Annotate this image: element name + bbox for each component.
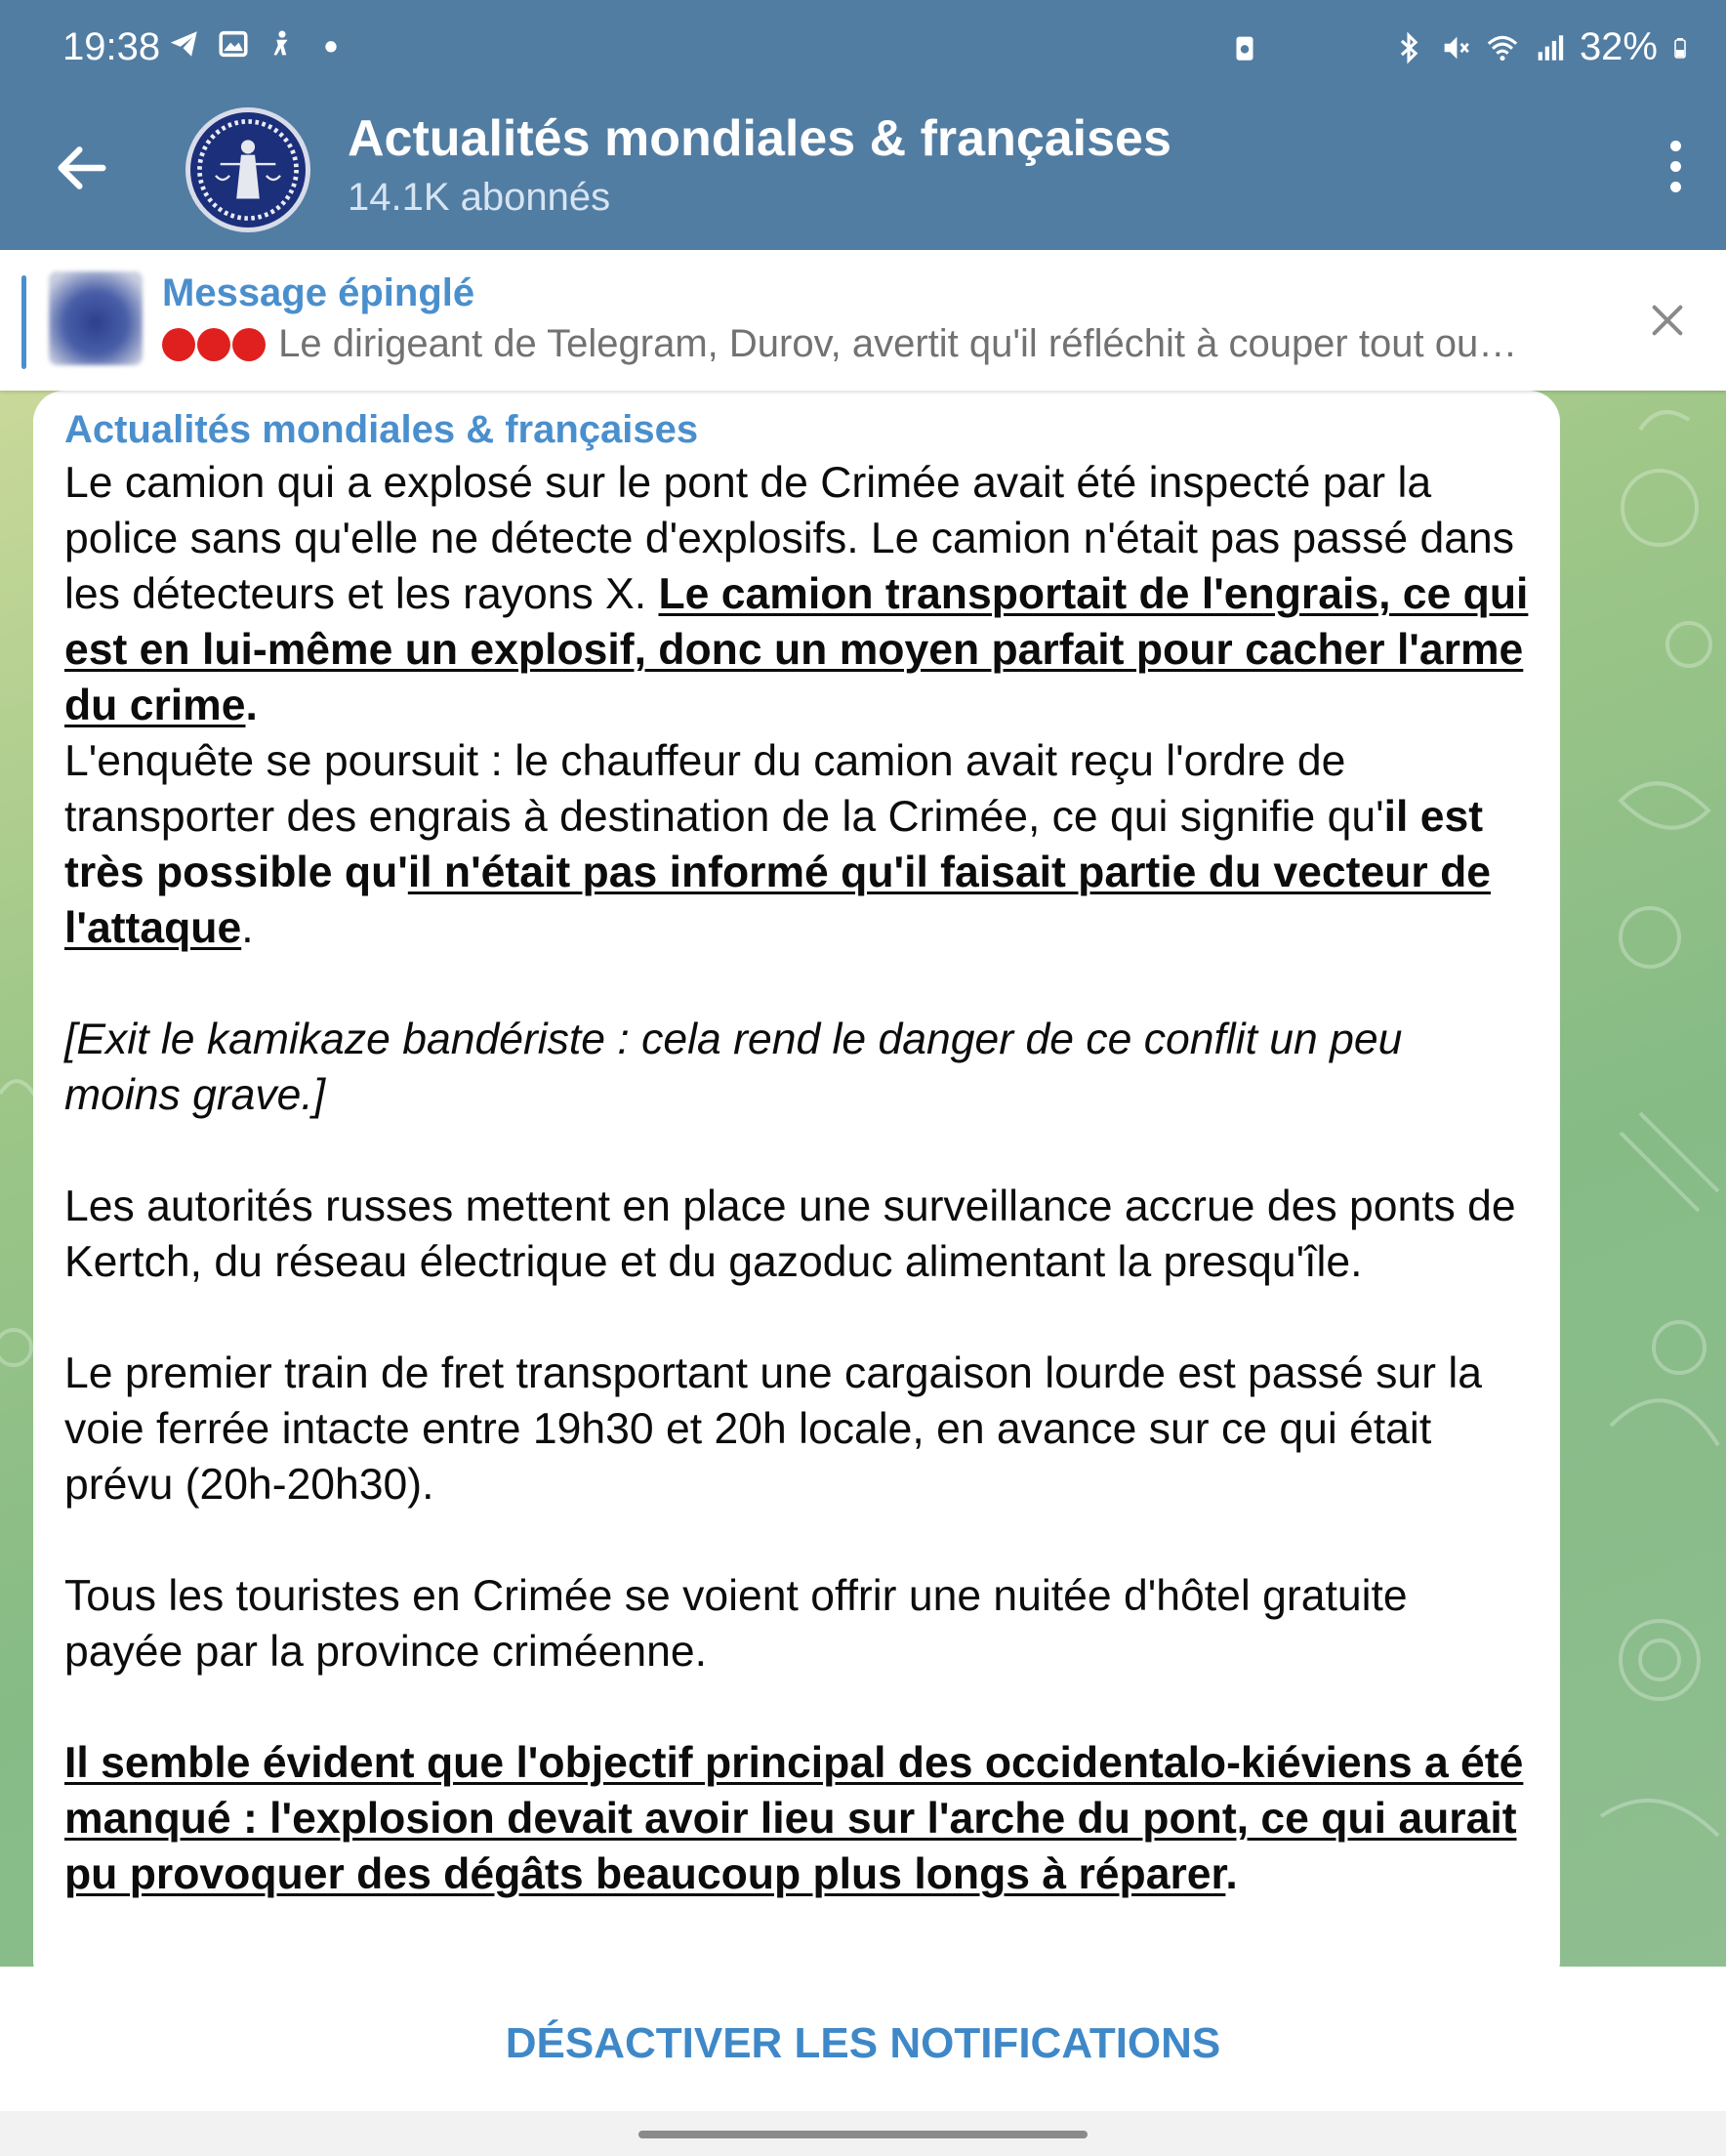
text-span: . <box>241 904 254 952</box>
emphasis-bold: il est très possible qu' <box>64 793 1484 896</box>
mute-icon <box>1439 31 1472 64</box>
status-bar <box>0 0 1726 98</box>
mute-notifications-button[interactable]: DÉSACTIVER LES NOTIFICATIONS <box>505 2019 1221 2067</box>
message-author[interactable]: Actualités mondiales & françaises <box>64 408 699 451</box>
message-paragraph: Les autorités russes mettent en place une surveillance accrue des ponts de Kertch, du réseau électrique et du gazoduc alimentant la presqu'île. <box>64 1182 1516 1286</box>
message-paragraph <box>64 733 1529 956</box>
pinned-text: Le dirigeant de Telegram, Durov, avertit qu'il réfléchit à couper tout ou… <box>278 322 1518 365</box>
wifi-icon <box>1486 31 1519 64</box>
red-circle-icon <box>197 328 230 361</box>
text-span: L'enquête se poursuit : le chauffeur du camion avait reçu l'ordre de transporter des engrais à destination de la Crimée, ce qui signifie qu' <box>64 737 1384 841</box>
message-paragraph <box>64 455 1529 733</box>
bottom-bar <box>0 1967 1726 2111</box>
message-paragraph: Le premier train de fret transportant une cargaison lourde est passé sur la voie ferrée intacte entre 19h30 et 20h locale, en avance sur ce qui était prévu (20h-20h30). <box>64 1349 1482 1509</box>
channel-title[interactable]: Actualités mondiales & françaises <box>348 110 1171 167</box>
back-arrow-icon[interactable] <box>51 137 113 199</box>
close-icon[interactable] <box>1648 301 1687 340</box>
pinned-preview <box>162 322 1587 366</box>
battery-saver-icon <box>1228 31 1261 64</box>
text-span: Le camion qui a explosé sur le pont de Crimée avait été inspecté par la police sans qu'elle ne détecte d'explosifs. Le camion n'était pas passé dans les détecteurs et les rayons X. <box>64 459 1515 618</box>
battery-percent: 32% <box>1579 25 1658 68</box>
gallery-icon <box>217 27 250 61</box>
status-left-icons <box>168 27 348 61</box>
status-right-icons <box>1228 25 1695 69</box>
pinned-indicator <box>21 275 26 369</box>
notification-dot-icon <box>314 27 348 61</box>
gesture-handle[interactable] <box>638 2131 1088 2138</box>
channel-avatar[interactable] <box>185 107 310 232</box>
accessibility-icon <box>266 27 299 61</box>
top-bar <box>0 0 1726 250</box>
pinned-thumbnail <box>49 271 143 365</box>
text-span: . <box>245 682 258 729</box>
red-circle-icon <box>232 328 266 361</box>
emphasis-underline: il n'était pas informé qu'il faisait partie du vecteur de l'attaque <box>64 849 1492 952</box>
emphasis-underline: Il semble évident que l'objectif principal des occidentalo-kiéviens a été manqué : l'explosion devait avoir lieu sur l'arche du pont, ce qui aurait pu provoquer des dégâts beaucoup plus longs à réparer <box>64 1739 1524 1898</box>
pinned-message-bar[interactable] <box>0 250 1726 391</box>
more-options-icon[interactable] <box>1664 141 1687 199</box>
message-text <box>64 455 1529 1902</box>
status-time: 19:38 <box>62 25 161 68</box>
italic-note: [Exit le kamikaze bandériste : cela rend le danger de ce conflit un peu moins grave.] <box>64 1016 1403 1119</box>
message-bubble[interactable] <box>33 391 1560 1967</box>
bluetooth-icon <box>1392 31 1425 64</box>
message-paragraph <box>64 1012 1529 1123</box>
message-paragraph <box>64 1735 1529 1902</box>
pinned-label: Message épinglé <box>162 271 475 314</box>
channel-header <box>0 98 1726 250</box>
justice-emblem-icon <box>190 112 306 228</box>
battery-icon <box>1671 31 1695 64</box>
red-circle-icon <box>162 328 195 361</box>
emphasis-underline: Le camion transportait de l'engrais, ce qui est en lui-même un explosif, donc un moyen parfait pour cacher l'arme du crime <box>64 570 1529 729</box>
message-paragraph: Tous les touristes en Crimée se voient offrir une nuitée d'hôtel gratuite payée par la province criméenne. <box>64 1572 1408 1676</box>
system-navigation-bar <box>0 2111 1726 2156</box>
signal-icon <box>1533 31 1566 64</box>
text-span: . <box>1225 1850 1238 1898</box>
subscriber-count: 14.1K abonnés <box>348 176 611 219</box>
telegram-icon <box>168 27 201 61</box>
chat-area <box>0 391 1726 1967</box>
